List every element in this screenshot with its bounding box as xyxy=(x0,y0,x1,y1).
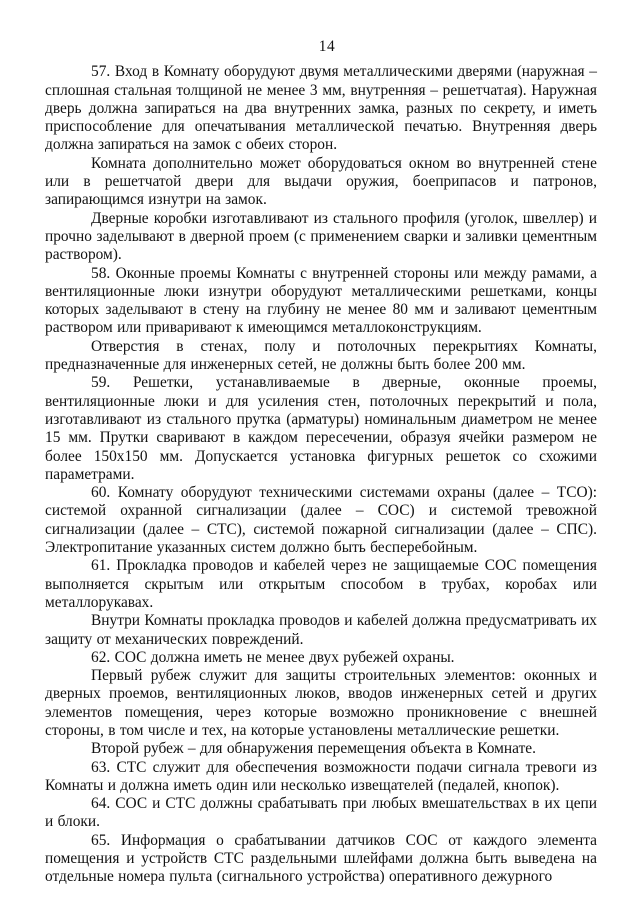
paragraph-57-window: Комната дополнительно может оборудоваться окном во внутренней стене или в решетчатой двери для выдачи оружия, боеприпасов и патронов, запирающимся изнутри на замок. xyxy=(45,154,597,209)
paragraph-59: 59. Решетки, устанавливаемые в дверные, оконные проемы, вентиляционные люки и для усиления стен, потолочных перекрытий и пола, изготавливают из стального прутка (арматуры) номинальным диаметром не менее 15 мм. Прутки сваривают в каждом пересечении, образуя ячейки размером не более 150х150 мм. Допускается установка фигурных решеток со схожими параметрами. xyxy=(45,374,597,483)
paragraph-61-inside: Внутри Комнаты прокладка проводов и кабелей должна предусматривать их защиту от механических повреждений. xyxy=(45,612,597,648)
paragraph-58: 58. Оконные проемы Комнаты с внутренней стороны или между рамами, а вентиляционные люки изнутри оборудуют металлическими решетками, концы которых заделывают в стену на глубину не менее 80 мм и заливают цементным раствором или приваривают к имеющимся металлоконструкциям. xyxy=(45,264,597,337)
paragraph-58-openings: Отверстия в стенах, полу и потолочных перекрытиях Комнаты, предназначенные для инженерных сетей, не должны быть более 200 мм. xyxy=(45,337,597,374)
page-number: 14 xyxy=(318,38,336,55)
paragraph-62-second: Второй рубеж – для обнаружения перемещения объекта в Комнате. xyxy=(91,740,536,758)
paragraph-61: 61. Прокладка проводов и кабелей через не защищаемые СОС помещения выполняется скрытым или открытым способом в трубах, коробах или металлорукавах. xyxy=(45,557,597,611)
paragraph-62: 62. СОС должна иметь не менее двух рубежей охраны. xyxy=(91,648,455,666)
paragraph-65: 65. Информация о срабатывании датчиков СОС от каждого элемента помещения и устройств СТС раздельными шлейфами должна быть выведена на отдельные номера пульта (сигнального устройства) оперативного дежурного xyxy=(45,831,597,886)
paragraph-60: 60. Комнату оборудуют техническими системами охраны (далее – ТСО): системой охранной сигнализации (далее – СОС) и системой тревожной сигнализации (далее – СТС), системой пожарной сигнализации (далее – СПС). Электропитание указанных систем должно быть бесперебойным. xyxy=(45,484,597,557)
paragraph-57: 57. Вход в Комнату оборудуют двумя металлическими дверями (наружная – сплошная стальная толщиной не менее 3 мм, внутренняя – решетчатая). Наружная дверь должна запираться на два внутренних замка, разных по секрету, и иметь приспособление для опечатывания металлической печатью. Внутренняя дверь должна запираться на замок с обеих сторон. xyxy=(45,63,597,154)
document-body xyxy=(45,63,597,886)
paragraph-64: 64. СОС и СТС должны срабатывать при любых вмешательствах в их цепи и блоки. xyxy=(45,795,597,831)
paragraph-62-first: Первый рубеж служит для защиты строительных элементов: оконных и дверных проемов, вентиляционных люков, вводов инженерных сетей и других элементов помещения, через которые возможно проникновение с внешней стороны, в том числе и тех, на которые установлены металлические решетки. xyxy=(45,667,597,739)
paragraph-57-frames: Дверные коробки изготавливают из стального профиля (уголок, швеллер) и прочно заделывают в дверной проем (с применением сварки и заливки цементным раствором). xyxy=(45,209,597,264)
paragraph-63: 63. СТС служит для обеспечения возможности подачи сигнала тревоги из Комнаты и должна иметь один или несколько извещателей (педалей, кнопок). xyxy=(45,758,597,794)
